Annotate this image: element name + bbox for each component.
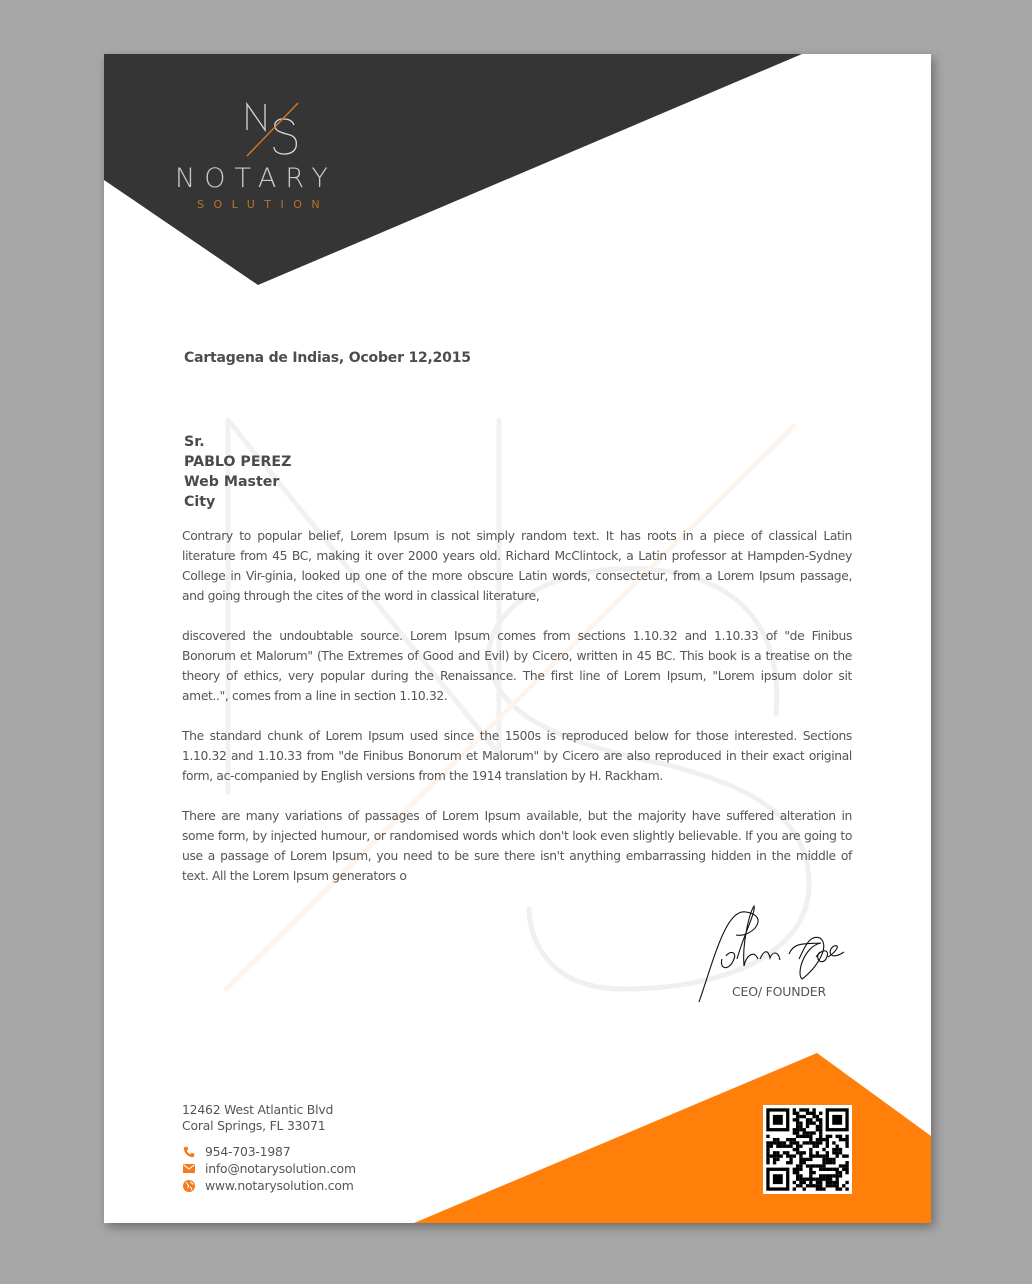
body-paragraph: There are many variations of passages of Lorem Ipsum available, but the majority have suffered alteration in some form, by injected humour, or randomised words which don't look even slightly believable. If you are going to use a passage of Lorem Ipsum, you need to be sure there isn't anything embarrassing hidden in the middle of text. All the Lorem Ipsum generators o	[182, 809, 852, 883]
qr-module	[826, 1174, 829, 1177]
qr-module	[806, 1184, 809, 1187]
qr-module	[789, 1145, 792, 1148]
qr-module	[822, 1168, 825, 1171]
qr-module	[799, 1135, 802, 1138]
qr-module	[819, 1168, 822, 1171]
qr-module	[796, 1118, 799, 1121]
contact-phone	[182, 1143, 356, 1160]
qr-module	[793, 1168, 796, 1171]
qr-module	[826, 1141, 829, 1144]
qr-module	[809, 1135, 812, 1138]
qr-module	[812, 1121, 815, 1124]
qr-module	[799, 1174, 802, 1177]
qr-module	[816, 1151, 819, 1154]
qr-module	[812, 1112, 815, 1115]
qr-module	[796, 1112, 799, 1115]
qr-module	[819, 1135, 822, 1138]
qr-module	[799, 1161, 802, 1164]
qr-module	[845, 1181, 848, 1184]
qr-module	[822, 1154, 825, 1157]
qr-module	[845, 1164, 848, 1167]
qr-module	[806, 1125, 809, 1128]
qr-module	[796, 1131, 799, 1134]
qr-module	[793, 1187, 796, 1190]
qr-module	[816, 1145, 819, 1148]
qr-module	[845, 1187, 848, 1190]
qr-module	[773, 1141, 776, 1144]
phone-number: 954-703-1987	[205, 1143, 291, 1159]
qr-module	[766, 1158, 769, 1161]
qr-module	[845, 1138, 848, 1141]
qr-module	[806, 1158, 809, 1161]
footer-orange-shape	[414, 1053, 931, 1223]
qr-module	[819, 1174, 822, 1177]
qr-module	[796, 1125, 799, 1128]
qr-module	[796, 1168, 799, 1171]
qr-module	[766, 1145, 769, 1148]
qr-module	[793, 1148, 796, 1151]
qr-module	[806, 1131, 809, 1134]
qr-module	[826, 1178, 829, 1181]
qr-module	[803, 1158, 806, 1161]
qr-module	[783, 1145, 786, 1148]
qr-module	[793, 1138, 796, 1141]
qr-module	[816, 1115, 819, 1118]
qr-module	[779, 1154, 782, 1157]
qr-module	[766, 1161, 769, 1164]
qr-module	[812, 1171, 815, 1174]
qr-module	[816, 1141, 819, 1144]
qr-module	[845, 1171, 848, 1174]
recipient-salutation: Sr.	[184, 434, 205, 450]
qr-module	[822, 1178, 825, 1181]
recipient-city: City	[184, 494, 216, 510]
qr-module	[832, 1148, 835, 1151]
qr-module	[796, 1121, 799, 1124]
letterhead-page	[104, 54, 931, 1223]
qr-module	[836, 1174, 839, 1177]
qr-module	[779, 1145, 782, 1148]
qr-module	[809, 1171, 812, 1174]
qr-module	[845, 1141, 848, 1144]
qr-module	[809, 1118, 812, 1121]
qr-module	[839, 1171, 842, 1174]
qr-module	[770, 1141, 773, 1144]
qr-module	[832, 1151, 835, 1154]
qr-module	[789, 1154, 792, 1157]
qr-module	[806, 1108, 809, 1111]
qr-module	[822, 1148, 825, 1151]
qr-module	[793, 1171, 796, 1174]
qr-module	[829, 1168, 832, 1171]
qr-module	[806, 1118, 809, 1121]
qr-module	[812, 1178, 815, 1181]
qr-module	[803, 1178, 806, 1181]
qr-module	[842, 1154, 845, 1157]
qr-module	[839, 1174, 842, 1177]
contact-website	[182, 1177, 356, 1194]
qr-module	[842, 1168, 845, 1171]
qr-module	[816, 1154, 819, 1157]
qr-module	[809, 1184, 812, 1187]
recipient-title: Web Master	[184, 474, 280, 490]
qr-module	[819, 1164, 822, 1167]
qr-module	[812, 1145, 815, 1148]
qr-module	[806, 1135, 809, 1138]
qr-module	[819, 1112, 822, 1115]
qr-module	[773, 1154, 776, 1157]
phone-icon	[182, 1145, 196, 1159]
qr-module	[839, 1135, 842, 1138]
qr-module	[826, 1161, 829, 1164]
qr-module	[819, 1141, 822, 1144]
qr-module	[776, 1141, 779, 1144]
qr-module	[809, 1158, 812, 1161]
qr-module	[809, 1151, 812, 1154]
qr-module	[809, 1148, 812, 1151]
qr-module	[809, 1181, 812, 1184]
qr-module	[819, 1138, 822, 1141]
qr-module	[812, 1141, 815, 1144]
qr-module	[799, 1125, 802, 1128]
qr-module	[799, 1108, 802, 1111]
qr-module	[799, 1168, 802, 1171]
qr-module	[836, 1184, 839, 1187]
qr-module	[816, 1181, 819, 1184]
logo-name: NOTARY	[175, 163, 337, 194]
qr-module	[812, 1184, 815, 1187]
qr-module	[836, 1181, 839, 1184]
qr-module	[829, 1174, 832, 1177]
qr-module	[832, 1181, 835, 1184]
qr-module	[836, 1145, 839, 1148]
qr-module	[799, 1178, 802, 1181]
qr-module	[816, 1178, 819, 1181]
qr-module	[812, 1131, 815, 1134]
qr-module	[766, 1151, 769, 1154]
qr-module	[826, 1181, 829, 1184]
qr-module	[829, 1184, 832, 1187]
qr-module	[809, 1138, 812, 1141]
qr-module	[816, 1125, 819, 1128]
qr-module	[793, 1128, 796, 1131]
qr-module	[799, 1181, 802, 1184]
qr-module	[809, 1131, 812, 1134]
qr-module	[822, 1187, 825, 1190]
qr-module	[786, 1151, 789, 1154]
qr-module	[829, 1178, 832, 1181]
qr-module	[766, 1154, 769, 1157]
qr-module	[806, 1112, 809, 1115]
qr-module	[829, 1161, 832, 1164]
qr-module	[819, 1118, 822, 1121]
qr-module	[773, 1158, 776, 1161]
signature-role: CEO/ FOUNDER	[732, 984, 826, 999]
qr-module	[842, 1184, 845, 1187]
qr-module	[796, 1148, 799, 1151]
qr-module	[832, 1141, 835, 1144]
qr-module	[786, 1154, 789, 1157]
qr-module	[845, 1161, 848, 1164]
qr-finder	[773, 1115, 783, 1125]
qr-module	[803, 1115, 806, 1118]
qr-module	[776, 1154, 779, 1157]
qr-module	[839, 1151, 842, 1154]
qr-module	[793, 1108, 796, 1111]
envelope-icon	[182, 1162, 196, 1176]
qr-module	[796, 1171, 799, 1174]
qr-module	[832, 1161, 835, 1164]
qr-module	[819, 1178, 822, 1181]
qr-module	[809, 1154, 812, 1157]
qr-finder	[832, 1115, 842, 1125]
qr-module	[796, 1135, 799, 1138]
qr-module	[776, 1151, 779, 1154]
qr-module	[796, 1151, 799, 1154]
qr-module	[799, 1151, 802, 1154]
qr-module	[826, 1151, 829, 1154]
qr-module	[822, 1164, 825, 1167]
qr-module	[819, 1128, 822, 1131]
qr-module	[770, 1154, 773, 1157]
qr-module	[799, 1115, 802, 1118]
address-line-1: 12462 West Atlantic Blvd	[182, 1102, 334, 1117]
qr-module	[836, 1168, 839, 1171]
qr-module	[819, 1121, 822, 1124]
qr-module	[822, 1158, 825, 1161]
qr-module	[826, 1184, 829, 1187]
qr-module	[806, 1141, 809, 1144]
qr-module	[829, 1181, 832, 1184]
qr-module	[809, 1168, 812, 1171]
qr-module	[839, 1164, 842, 1167]
qr-module	[789, 1158, 792, 1161]
qr-module	[793, 1141, 796, 1144]
qr-module	[822, 1161, 825, 1164]
qr-module	[796, 1164, 799, 1167]
qr-module	[799, 1128, 802, 1131]
qr-module	[783, 1141, 786, 1144]
qr-module	[842, 1138, 845, 1141]
qr-module	[799, 1121, 802, 1124]
qr-module	[793, 1181, 796, 1184]
qr-module	[809, 1174, 812, 1177]
qr-module	[836, 1148, 839, 1151]
qr-module	[832, 1184, 835, 1187]
qr-module	[779, 1141, 782, 1144]
qr-module	[796, 1184, 799, 1187]
qr-module	[812, 1115, 815, 1118]
qr-module	[806, 1164, 809, 1167]
qr-module	[776, 1138, 779, 1141]
body-paragraph: Contrary to popular belief, Lorem Ipsum is not simply random text. It has roots in a piece of classical Latin literature from 45 BC, making it over 2000 years old. Richard McClintock, a Latin professor at Hampden-Sydney College in Vir-ginia, looked up one of the more obscure Latin words, consectetur, from a Lorem Ipsum passage, and going through the cites of the word in classical literature,	[182, 529, 852, 603]
qr-module	[786, 1161, 789, 1164]
qr-module	[803, 1128, 806, 1131]
qr-module	[826, 1138, 829, 1141]
qr-module	[783, 1151, 786, 1154]
qr-module	[803, 1141, 806, 1144]
qr-module	[845, 1135, 848, 1138]
qr-module	[789, 1161, 792, 1164]
letter-body	[182, 526, 852, 906]
qr-module	[845, 1154, 848, 1157]
qr-module	[836, 1178, 839, 1181]
qr-module	[793, 1112, 796, 1115]
qr-module	[812, 1154, 815, 1157]
qr-module	[816, 1128, 819, 1131]
logo-tagline: SOLUTION	[197, 198, 330, 211]
qr-module	[773, 1138, 776, 1141]
qr-module	[836, 1171, 839, 1174]
qr-module	[829, 1158, 832, 1161]
qr-module	[796, 1128, 799, 1131]
qr-module	[793, 1131, 796, 1134]
qr-module	[799, 1145, 802, 1148]
qr-module	[803, 1151, 806, 1154]
email-link[interactable]: info@notarysolution.com	[205, 1160, 356, 1176]
qr-module	[832, 1174, 835, 1177]
qr-code	[763, 1105, 852, 1194]
qr-module	[773, 1161, 776, 1164]
qr-module	[845, 1145, 848, 1148]
qr-module	[803, 1131, 806, 1134]
address-line-2: Coral Springs, FL 33071	[182, 1118, 326, 1133]
qr-module	[796, 1178, 799, 1181]
qr-module	[796, 1174, 799, 1177]
qr-module	[822, 1138, 825, 1141]
qr-module	[809, 1121, 812, 1124]
qr-module	[806, 1121, 809, 1124]
qr-module	[809, 1178, 812, 1181]
qr-module	[832, 1168, 835, 1171]
qr-module	[836, 1135, 839, 1138]
qr-module	[803, 1181, 806, 1184]
qr-module	[793, 1118, 796, 1121]
qr-module	[816, 1184, 819, 1187]
qr-module	[803, 1161, 806, 1164]
qr-module	[809, 1164, 812, 1167]
qr-module	[839, 1138, 842, 1141]
qr-module	[826, 1154, 829, 1157]
qr-module	[793, 1154, 796, 1157]
qr-module	[812, 1164, 815, 1167]
body-paragraph: The standard chunk of Lorem Ipsum used since the 1500s is reproduced below for those interested. Sections 1.10.32 and 1.10.33 from "de Finibus Bonorum et Malorum" by Cicero are also reproduced in their exact original form, ac-companied by English versions from the 1914 translation by H. Rackham.	[182, 729, 852, 783]
qr-module	[826, 1158, 829, 1161]
qr-module	[796, 1141, 799, 1144]
qr-module	[836, 1151, 839, 1154]
qr-module	[799, 1164, 802, 1167]
qr-module	[842, 1164, 845, 1167]
qr-module	[796, 1115, 799, 1118]
qr-module	[766, 1148, 769, 1151]
qr-module	[832, 1158, 835, 1161]
qr-module	[819, 1181, 822, 1184]
recipient-name: PABLO PEREZ	[184, 454, 292, 470]
letter-date: Cartagena de Indias, Ocober 12,2015	[184, 350, 471, 366]
qr-module	[816, 1118, 819, 1121]
qr-module	[826, 1168, 829, 1171]
qr-module	[826, 1135, 829, 1138]
qr-module	[809, 1141, 812, 1144]
qr-module	[819, 1125, 822, 1128]
qr-module	[826, 1145, 829, 1148]
qr-module	[789, 1141, 792, 1144]
qr-module	[819, 1131, 822, 1134]
qr-module	[786, 1138, 789, 1141]
qr-module	[803, 1187, 806, 1190]
logo-monogram-icon	[244, 102, 304, 158]
recipient-block	[184, 432, 291, 512]
qr-module	[773, 1151, 776, 1154]
qr-module	[806, 1178, 809, 1181]
globe-icon	[182, 1179, 196, 1193]
qr-module	[799, 1154, 802, 1157]
website-link[interactable]: www.notarysolution.com	[205, 1177, 354, 1193]
qr-module	[803, 1135, 806, 1138]
qr-module	[770, 1145, 773, 1148]
qr-module	[803, 1108, 806, 1111]
qr-module	[816, 1187, 819, 1190]
qr-module	[819, 1154, 822, 1157]
qr-module	[836, 1187, 839, 1190]
qr-module	[839, 1148, 842, 1151]
qr-module	[799, 1158, 802, 1161]
qr-module	[816, 1138, 819, 1141]
qr-module	[796, 1145, 799, 1148]
qr-module	[812, 1108, 815, 1111]
footer-contact	[182, 1102, 356, 1194]
qr-module	[839, 1187, 842, 1190]
contact-email	[182, 1160, 356, 1177]
qr-module	[836, 1154, 839, 1157]
qr-module	[822, 1174, 825, 1177]
body-paragraph: discovered the undoubtable source. Lorem Ipsum comes from sections 1.10.32 and 1.10.33 of "de Finibus Bonorum et Malorum" (The Extremes of Good and Evil) by Cicero, written in 45 BC. This book is a treatise on the theory of ethics, very popular during the Renaissance. The first line of Lorem Ipsum, "Lorem ipsum dolor sit amet..", comes from a line in section 1.10.32.	[182, 629, 852, 703]
qr-module	[776, 1145, 779, 1148]
qr-module	[786, 1145, 789, 1148]
qr-module	[799, 1184, 802, 1187]
qr-module	[766, 1141, 769, 1144]
qr-module	[819, 1184, 822, 1187]
qr-module	[829, 1135, 832, 1138]
qr-module	[819, 1187, 822, 1190]
qr-module	[845, 1168, 848, 1171]
qr-module	[766, 1135, 769, 1138]
qr-module	[809, 1112, 812, 1115]
qr-module	[816, 1164, 819, 1167]
qr-module	[789, 1138, 792, 1141]
qr-module	[776, 1158, 779, 1161]
qr-finder	[773, 1174, 783, 1184]
